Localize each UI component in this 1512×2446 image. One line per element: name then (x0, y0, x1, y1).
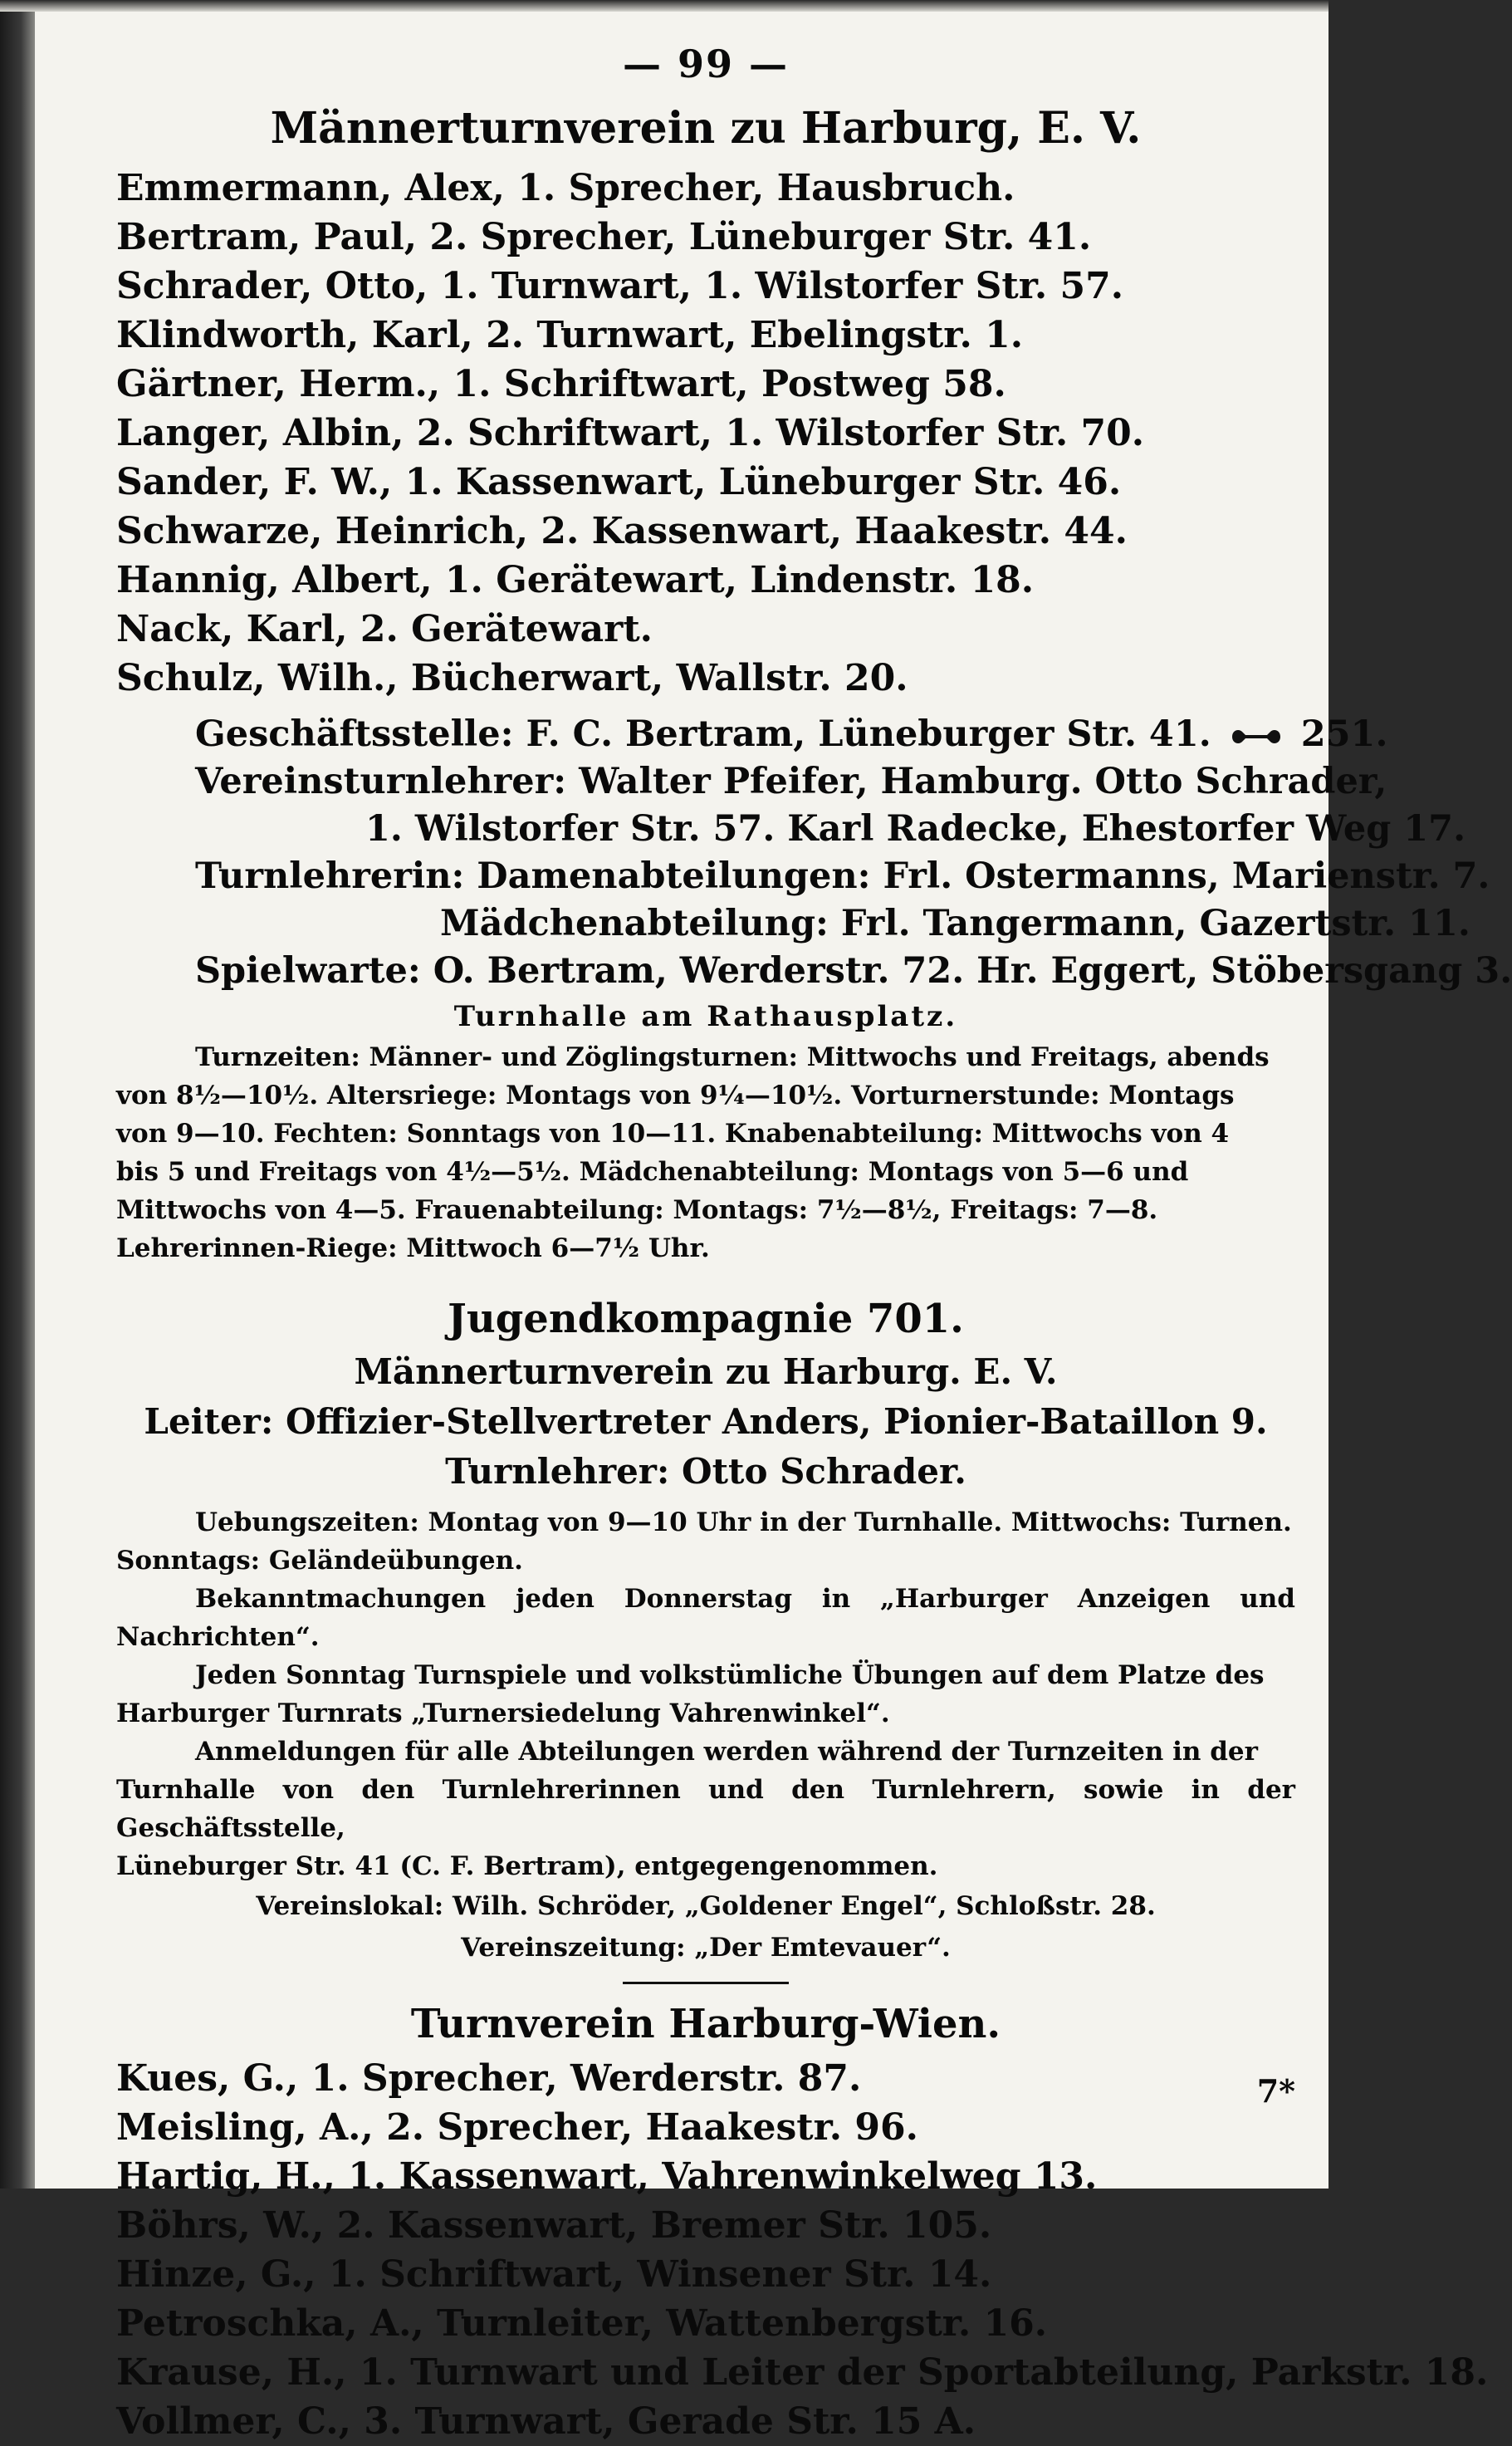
section1-title: Männerturnverein zu Harburg, E. V. (270, 103, 1142, 154)
teacher-line-2: 1. Wilstorfer Str. 57. Karl Radecke, Ehestorfer Weg 17. (365, 808, 1466, 850)
schedule-line: Lehrerinnen-Riege: Mittwoch 6—7½ Uhr. (116, 1233, 710, 1263)
section2-venue: Vereinslokal: Wilh. Schröder, „Goldener Engel“, Schloßstr. 28. (256, 1891, 1156, 1921)
note-line: Lüneburger Str. 41 (C. F. Bertram), entgegengenommen. (116, 1851, 938, 1881)
member-entry: Meisling, A., 2. Sprecher, Haakestr. 96. (116, 2106, 918, 2149)
member-entry: Hartig, H., 1. Kassenwart, Vahrenwinkelweg 13. (116, 2155, 1098, 2198)
office-phone: 251. (1300, 713, 1388, 755)
telephone-icon (1231, 727, 1282, 747)
member-entry: Schulz, Wilh., Bücherwart, Wallstr. 20. (116, 657, 908, 699)
member-entry: Bertram, Paul, 2. Sprecher, Lüneburger Str. 41. (116, 216, 1092, 258)
note-line: Turnhalle von den Turnlehrerinnen und den Turnlehrern, sowie in der Geschäftsstelle, (116, 1775, 1295, 1843)
member-entry: Emmermann, Alex, 1. Sprecher, Hausbruch. (116, 167, 1015, 209)
schedule-line: von 9—10. Fechten: Sonntags von 10—11. Knabenabteilung: Mittwochs von 4 (116, 1119, 1230, 1149)
note-line: Sonntags: Geländeübungen. (116, 1546, 523, 1576)
section2-teacher: Turnlehrer: Otto Schrader. (445, 1451, 966, 1492)
note-line: Anmeldungen für alle Abteilungen werden während der Turnzeiten in der (195, 1737, 1258, 1767)
page-edge-shadow (0, 0, 35, 2189)
note-line: Jeden Sonntag Turnspiele und volkstümliche Übungen auf dem Platze des (195, 1660, 1265, 1690)
female-teacher-line-1: Turnlehrerin: Damenabteilungen: Frl. Ostermanns, Marienstr. 7. (195, 855, 1490, 897)
office-line (116, 711, 1388, 758)
section2-newspaper: Vereinszeitung: „Der Emtevauer“. (461, 1933, 951, 1963)
signature-mark: 7* (1256, 2072, 1295, 2110)
note-line: Uebungszeiten: Montag von 9—10 Uhr in der Turnhalle. Mittwochs: Turnen. (195, 1507, 1292, 1537)
note-line: Harburger Turnrats „Turnersiedelung Vahrenwinkel“. (116, 1698, 890, 1728)
member-entry: Böhrs, W., 2. Kassenwart, Bremer Str. 105. (116, 2204, 992, 2247)
schedule-line: von 8½—10½. Altersriege: Montags von 9¼—10½. Vorturnerstunde: Montags (116, 1081, 1235, 1110)
member-entry: Schwarze, Heinrich, 2. Kassenwart, Haakestr. 44. (116, 510, 1128, 552)
member-entry: Hannig, Albert, 1. Gerätewart, Lindenstr. 18. (116, 559, 1035, 601)
schedule-paragraph (116, 1038, 1295, 1267)
section3-title: Turnverein Harburg-Wien. (410, 2001, 1001, 2047)
member-entry: Hinze, G., 1. Schriftwart, Winsener Str. 14. (116, 2253, 992, 2296)
member-entry: Nack, Karl, 2. Gerätewart. (116, 608, 653, 650)
member-entry: Langer, Albin, 2. Schriftwart, 1. Wilstorfer Str. 70. (116, 412, 1145, 454)
female-teacher-line-2: Mädchenabteilung: Frl. Tangermann, Gazertstr. 11. (440, 903, 1470, 944)
schedule-line: Turnzeiten: Männer- und Zöglingsturnen: Mittwochs und Freitags, abends (195, 1042, 1270, 1072)
page-number: — 99 — (622, 42, 790, 86)
hall-heading: Turnhalle am Rathausplatz. (453, 1000, 958, 1033)
page-content (116, 33, 1512, 2446)
note-line: Bekanntmachungen jeden Donnerstag in „Harburger Anzeigen und Nachrichten“. (116, 1584, 1295, 1652)
page-top-shadow (0, 0, 1329, 12)
section1-member-list (116, 164, 1295, 703)
section2-title: Jugendkompagnie 701. (448, 1296, 964, 1342)
schedule-line: bis 5 und Freitags von 4½—5½. Mädchenabteilung: Montags von 5—6 und (116, 1157, 1189, 1187)
section2-subtitle: Männerturnverein zu Harburg. E. V. (354, 1351, 1058, 1392)
office-text: Geschäftsstelle: F. C. Bertram, Lüneburger Str. 41. (195, 713, 1211, 755)
schedule-line: Mittwochs von 4—5. Frauenabteilung: Montags: 7½—8½, Freitags: 7—8. (116, 1195, 1158, 1225)
teacher-line-1: Vereinsturnlehrer: Walter Pfeifer, Hamburg. Otto Schrader, (195, 761, 1387, 802)
member-entry: Schrader, Otto, 1. Turnwart, 1. Wilstorfer Str. 57. (116, 265, 1124, 307)
game-wardens-line: Spielwarte: O. Bertram, Werderstr. 72. Hr. Eggert, Stöbersgang 3. (195, 950, 1512, 992)
member-entry: Vollmer, C., 3. Turnwart, Gerade Str. 15 A. (116, 2400, 976, 2443)
section3-member-list (116, 2054, 1489, 2446)
member-entry: Petroschka, A., Turnleiter, Wattenbergstr. 16. (116, 2302, 1048, 2345)
member-entry: Krause, H., 1. Turnwart und Leiter der Sportabteilung, Parkstr. 18. (116, 2351, 1489, 2394)
member-entry: Klindworth, Karl, 2. Turnwart, Ebelingstr. 1. (116, 314, 1024, 356)
member-entry: Kues, G., 1. Sprecher, Werderstr. 87. (116, 2057, 862, 2100)
member-entry: Gärtner, Herm., 1. Schriftwart, Postweg 58. (116, 363, 1006, 405)
member-entry: Sander, F. W., 1. Kassenwart, Lüneburger Str. 46. (116, 461, 1122, 503)
section2-leader: Leiter: Offizier-Stellvertreter Anders, Pionier-Bataillon 9. (144, 1401, 1268, 1442)
section2-notes (116, 1503, 1295, 1885)
section-divider (623, 1982, 789, 1984)
